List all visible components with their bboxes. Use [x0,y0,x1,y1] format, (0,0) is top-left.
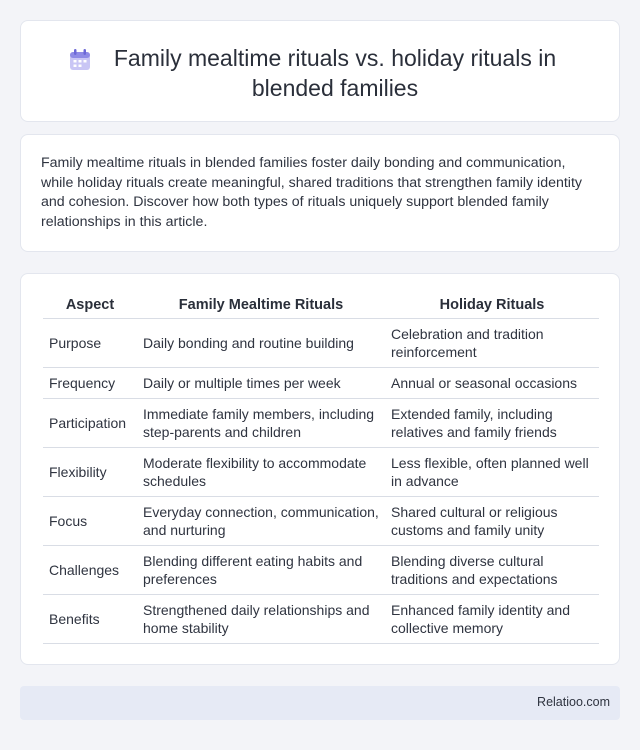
table-cell: Extended family, including relatives and family friends [385,398,599,447]
table-cell: Shared cultural or religious customs and family unity [385,496,599,545]
table-cell: Strengthened daily relationships and home stability [137,594,385,643]
table-cell: Moderate flexibility to accommodate schedules [137,447,385,496]
page-title: Family mealtime rituals vs. holiday rituals in blended families [113,45,557,101]
table-cell: Blending different eating habits and preferences [137,545,385,594]
table-row [43,594,599,643]
table-card [20,273,620,665]
table-row [43,318,599,367]
table-cell: Participation [43,398,137,447]
table-cell: Daily bonding and routine building [137,318,385,367]
table-cell: Blending diverse cultural traditions and expectations [385,545,599,594]
table-cell: Daily or multiple times per week [137,367,385,398]
table-row [43,545,599,594]
table-cell: Benefits [43,594,137,643]
table-cell: Annual or seasonal occasions [385,367,599,398]
table-cell: Frequency [43,367,137,398]
table-cell: Flexibility [43,447,137,496]
table-row [43,447,599,496]
table-row [43,367,599,398]
table-header-row [43,292,599,318]
table-cell: Immediate family members, including step-parents and children [137,398,385,447]
table-cell: Challenges [43,545,137,594]
intro-text: Family mealtime rituals in blended families foster daily bonding and communication, while holiday rituals create meaningful, shared traditions that strengthen family identity and cohesion. Discover how both types of rituals uniquely support blended family relationships in this article. [41,155,582,230]
comparison-table [43,292,599,644]
intro-card [20,134,620,252]
table-cell: Purpose [43,318,137,367]
table-cell: Focus [43,496,137,545]
footer-brand[interactable]: Relatioo.com [537,695,610,709]
title-card [20,20,620,122]
column-header: Family Mealtime Rituals [137,292,385,318]
footer-bar [20,686,620,720]
table-cell: Everyday connection, communication, and nurturing [137,496,385,545]
table-row [43,496,599,545]
table-cell: Celebration and tradition reinforcement [385,318,599,367]
table-row [43,398,599,447]
column-header: Aspect [43,292,137,318]
column-header: Holiday Rituals [385,292,599,318]
table-cell: Less flexible, often planned well in advance [385,447,599,496]
table-cell: Enhanced family identity and collective memory [385,594,599,643]
